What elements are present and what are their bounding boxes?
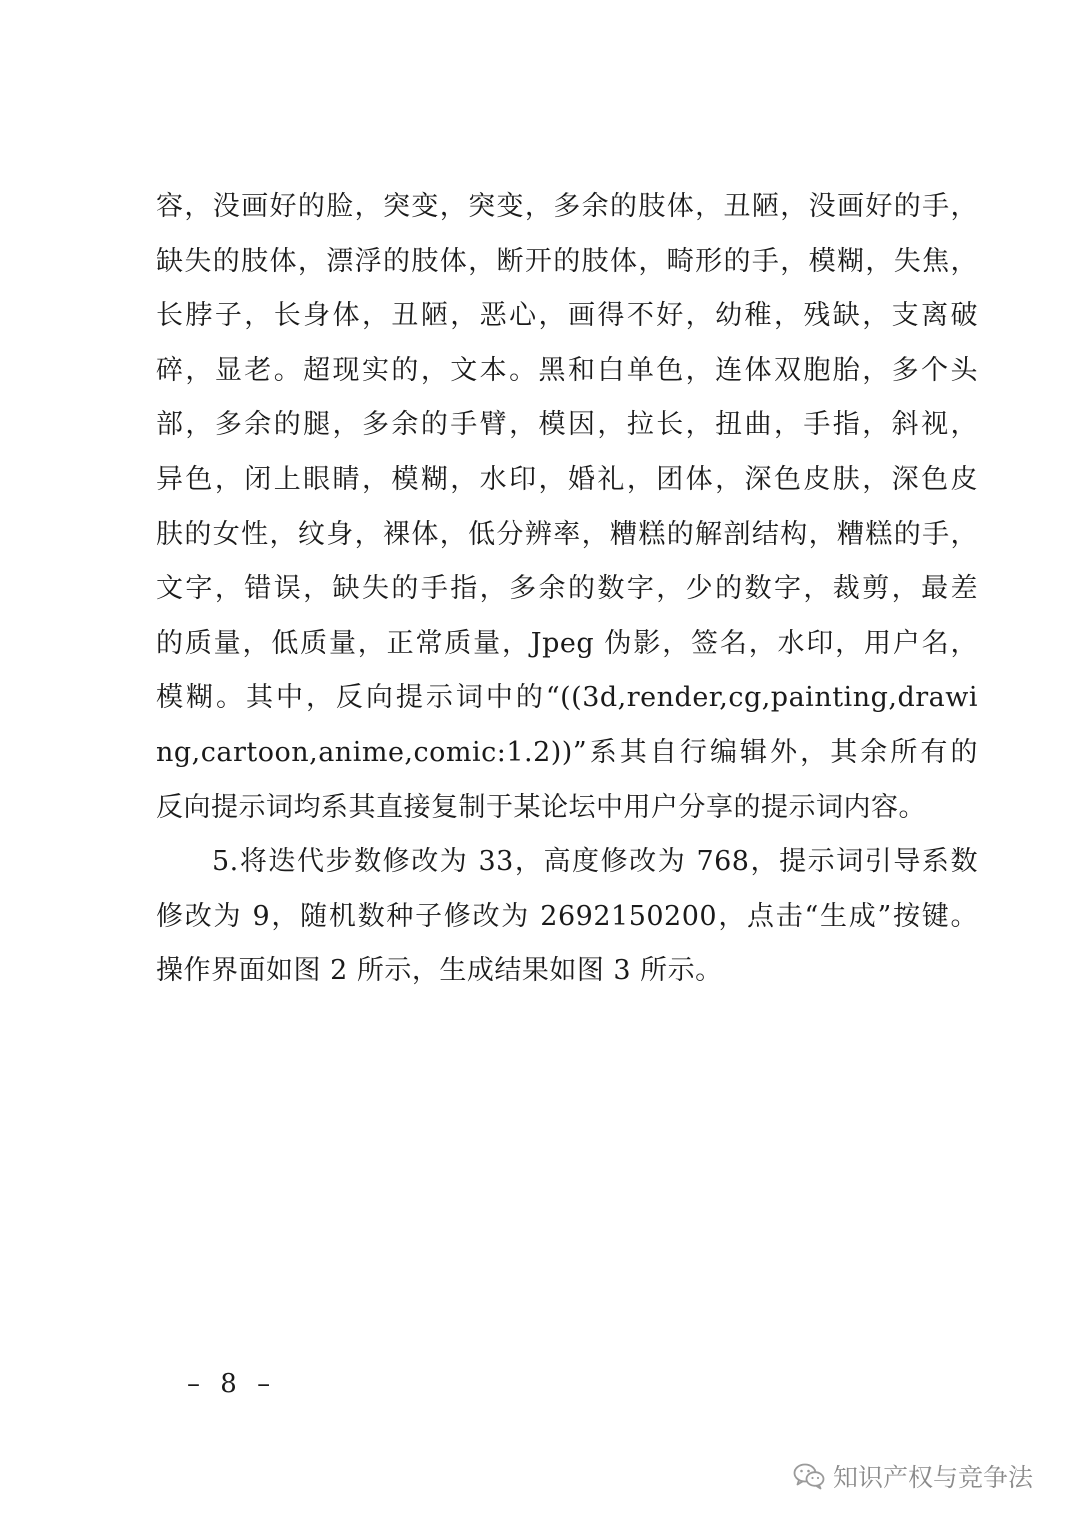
body-text <box>156 180 978 999</box>
watermark-text: 知识产权与竞争法 <box>833 1463 1034 1492</box>
text-line: 容，没画好的脸，突变，突变，多余的肢体，丑陋，没画好的手， <box>156 191 978 222</box>
page-number: – 8 – <box>187 1369 277 1399</box>
text-line: 修改为 9，随机数种子修改为 2692150200，点击“生成”按键。 <box>156 900 978 932</box>
watermark <box>793 1458 1033 1494</box>
text-line: 缺失的肢体，漂浮的肢体，断开的肢体，畸形的手，模糊，失焦， <box>156 245 978 277</box>
text-line: 操作界面如图 2 所示，生成结果如图 3 所示。 <box>156 955 723 987</box>
text-line: 部，多余的腿，多余的手臂，模因，拉长，扭曲，手指，斜视， <box>156 409 978 441</box>
text-line: 5.将迭代步数修改为 33，高度修改为 768，提示词引导系数 <box>212 846 978 878</box>
paragraph <box>156 835 978 999</box>
text-line: 模糊。其中，反向提示词中的“((3d,render,cg,painting,drawi <box>156 682 978 714</box>
text-line: 的质量，低质量，正常质量，Jpeg 伪影，签名，水印，用户名， <box>156 627 978 659</box>
paragraph <box>156 180 978 835</box>
wechat-icon <box>793 1462 825 1490</box>
text-line: 文字，错误，缺失的手指，多余的数字，少的数字，裁剪，最差 <box>156 573 978 605</box>
text-line: 长脖子，长身体，丑陋，恶心，画得不好，幼稚，残缺，支离破 <box>156 300 978 332</box>
text-line: 碎，显老。超现实的，文本。黑和白单色，连体双胞胎，多个头 <box>156 354 978 386</box>
text-line: 肤的女性，纹身，裸体，低分辨率，糟糕的解剖结构，糟糕的手， <box>156 518 978 550</box>
text-line: 反向提示词均系其直接复制于某论坛中用户分享的提示词内容。 <box>156 791 926 823</box>
text-line: 异色，闭上眼睛，模糊，水印，婚礼，团体，深色皮肤，深色皮 <box>156 463 978 495</box>
text-line: ng,cartoon,anime,comic:1.2))”系其自行编辑外，其余所有的 <box>156 736 978 768</box>
